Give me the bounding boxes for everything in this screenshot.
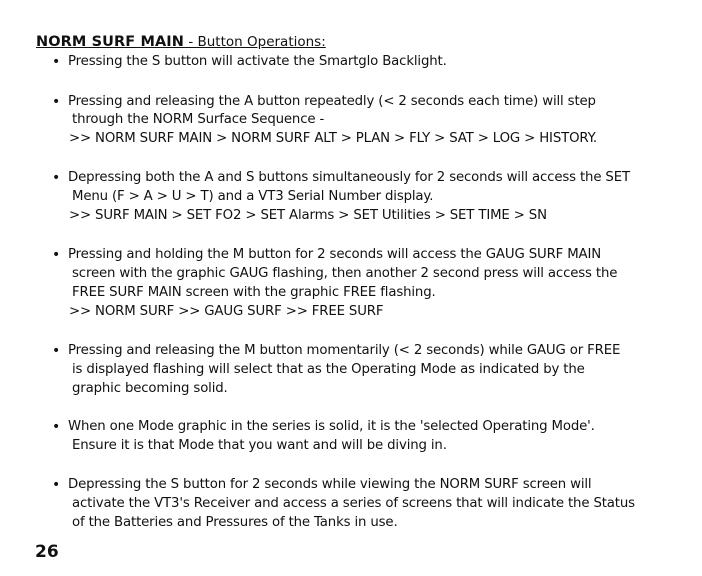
bullet-dot: • xyxy=(52,343,61,359)
bullet-4-line-1: Pressing and holding the M button for 2 seconds will access the GAUG SURF MAIN xyxy=(68,247,602,262)
bullet-dot: • xyxy=(52,247,61,263)
bullet-3-line-3: >> SURF MAIN > SET FO2 > SET Alarms > SET Utilities > SET TIME > SN xyxy=(69,208,547,223)
bullet-dot: • xyxy=(52,477,61,493)
bullet-7-line-3: of the Batteries and Pressures of the Tanks in use. xyxy=(72,515,398,530)
bullet-2-line-2: through the NORM Surface Sequence - xyxy=(72,112,325,127)
section-subtitle: - Button Operations: xyxy=(184,34,326,50)
bullet-dot: • xyxy=(52,419,61,435)
bullet-4-line-3: FREE SURF MAIN screen with the graphic FREE flashing. xyxy=(72,285,436,300)
bullet-4-line-4: >> NORM SURF >> GAUG SURF >> FREE SURF xyxy=(69,304,384,319)
bullet-5-line-2: is displayed flashing will select that as the Operating Mode as indicated by the xyxy=(72,362,585,377)
bullet-5-line-1: Pressing and releasing the M button momentarily (< 2 seconds) while GAUG or FREE xyxy=(68,343,621,358)
bullet-4-line-2: screen with the graphic GAUG flashing, then another 2 second press will access the xyxy=(72,266,618,281)
bullet-dot: • xyxy=(52,94,61,110)
bullet-6-line-2: Ensure it is that Mode that you want and will be diving in. xyxy=(72,438,447,453)
bullet-7-line-2: activate the VT3's Receiver and access a series of screens that will indicate the Status xyxy=(72,496,635,511)
bullet-1-line-1: Pressing the S button will activate the Smartglo Backlight. xyxy=(68,54,447,69)
bullet-7-line-1: Depressing the S button for 2 seconds while viewing the NORM SURF screen will xyxy=(68,477,592,492)
page-number: 26 xyxy=(35,542,59,562)
bullet-6-line-1: When one Mode graphic in the series is solid, it is the 'selected Operating Mode'. xyxy=(68,419,595,434)
section-heading xyxy=(36,33,326,51)
bullet-2-line-1: Pressing and releasing the A button repeatedly (< 2 seconds each time) will step xyxy=(68,94,596,109)
bullet-dot: • xyxy=(52,170,61,186)
bullet-3-line-2: Menu (F > A > U > T) and a VT3 Serial Number display. xyxy=(72,189,434,204)
bullet-3-line-1: Depressing both the A and S buttons simultaneously for 2 seconds will access the SET xyxy=(68,170,630,185)
bullet-5-line-3: graphic becoming solid. xyxy=(72,381,228,396)
section-title: NORM SURF MAIN xyxy=(36,34,185,50)
bullet-2-line-3: >> NORM SURF MAIN > NORM SURF ALT > PLAN > FLY > SAT > LOG > HISTORY. xyxy=(69,131,597,146)
bullet-dot: • xyxy=(52,54,61,70)
